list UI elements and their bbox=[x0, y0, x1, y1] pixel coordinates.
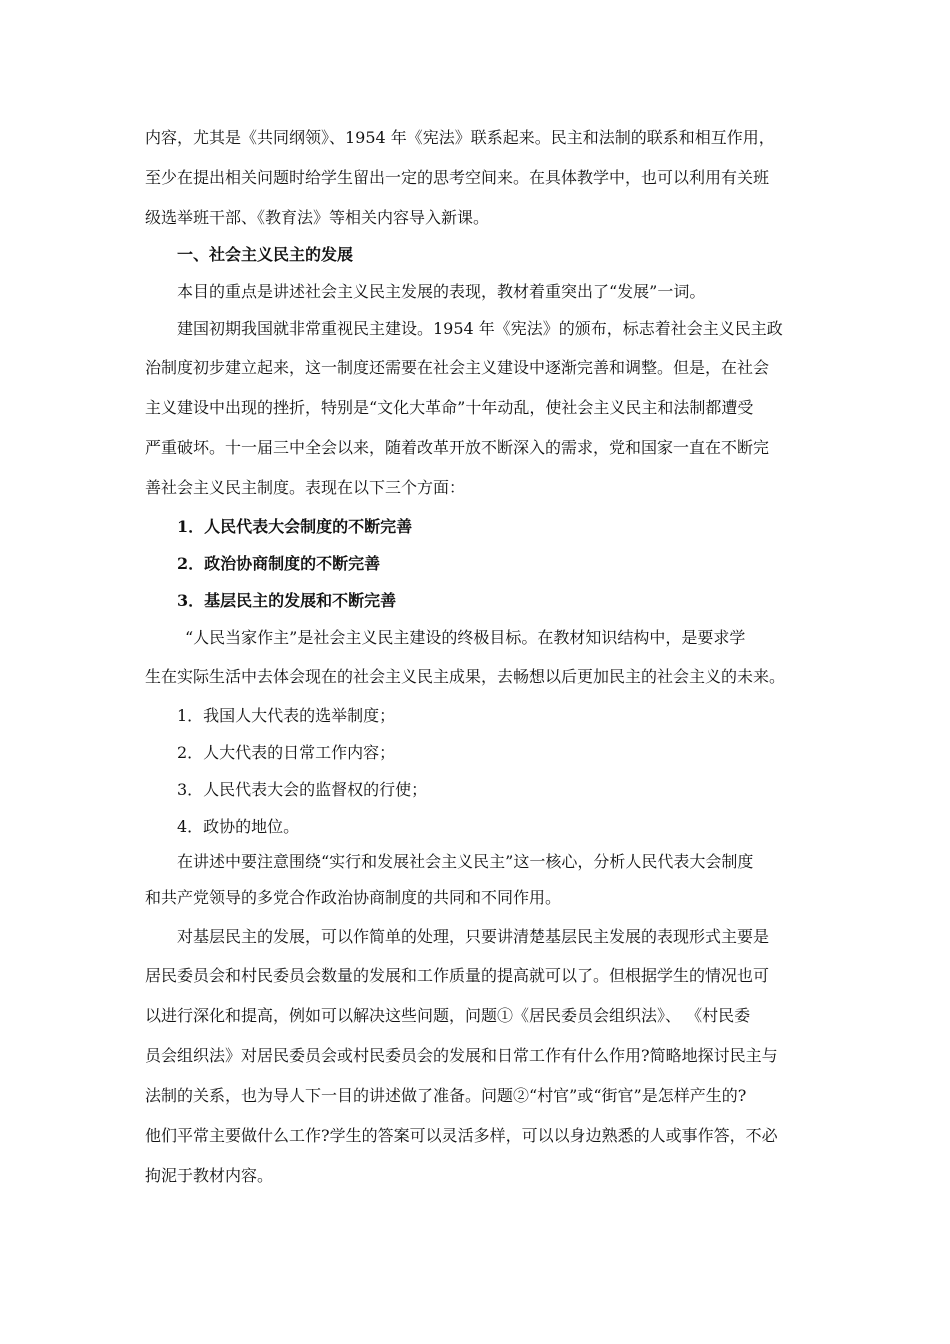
paragraph-line: 在讲述中要注意围绕“实行和发展社会主义民主”这一核心，分析人民代表大会制度 bbox=[177, 852, 754, 871]
paragraph-line: 级选举班干部、《教育法》等相关内容导入新课。 bbox=[145, 208, 490, 227]
paragraph-line: 建国初期我国就非常重视民主建设。1954 年《宪法》的颁布，标志着社会主义民主政 bbox=[177, 319, 783, 338]
paragraph-line: 至少在提出相关问题时给学生留出一定的思考空间来。在具体教学中，也可以利用有关班 bbox=[145, 168, 770, 187]
paragraph-line: 对基层民主的发展，可以作简单的处理，只要讲清楚基层民主发展的表现形式主要是 bbox=[177, 927, 770, 946]
bold-list-item: 3．基层民主的发展和不断完善 bbox=[177, 591, 397, 610]
paragraph-line: 以进行深化和提高，例如可以解决这些问题，问题①《居民委员会组织法》、 《村民委 bbox=[145, 1006, 751, 1025]
paragraph-line: 他们平常主要做什么工作?学生的答案可以灵活多样，可以以身边熟悉的人或事作答，不必 bbox=[145, 1126, 778, 1145]
paragraph-line: “人民当家作主”是社会主义民主建设的终极目标。在教材知识结构中，是要求学 bbox=[185, 628, 746, 647]
list-item: 1．我国人大代表的选举制度； bbox=[177, 706, 396, 725]
bold-list-item: 1．人民代表大会制度的不断完善 bbox=[177, 517, 413, 536]
list-item: 3．人民代表大会的监督权的行使； bbox=[177, 780, 428, 799]
paragraph-line: 内容，尤其是《共同纲领》、1954 年《宪法》联系起来。民主和法制的联系和相互作用， bbox=[145, 128, 775, 147]
paragraph-line: 生在实际生活中去体会现在的社会主义民主成果，去畅想以后更加民主的社会主义的未来。 bbox=[145, 667, 786, 686]
paragraph-line: 和共产党领导的多党合作政治协商制度的共同和不同作用。 bbox=[145, 888, 562, 907]
paragraph-line: 主义建设中出现的挫折，特别是“文化大革命”十年动乱，使社会主义民主和法制都遭受 bbox=[145, 398, 754, 417]
paragraph-line: 法制的关系，也为导人下一目的讲述做了准备。问题②“村官”或“街官”是怎样产生的? bbox=[145, 1086, 747, 1105]
paragraph-line: 严重破坏。十一届三中全会以来，随着改革开放不断深入的需求，党和国家一直在不断完 bbox=[145, 438, 770, 457]
bold-list-item: 2．政治协商制度的不断完善 bbox=[177, 554, 381, 573]
paragraph-line: 员会组织法》对居民委员会或村民委员会的发展和日常工作有什么作用?简略地探讨民主与 bbox=[145, 1046, 778, 1065]
paragraph-line: 本目的重点是讲述社会主义民主发展的表现，教材着重突出了“发展”一词。 bbox=[177, 282, 706, 301]
paragraph-line: 善社会主义民主制度。表现在以下三个方面： bbox=[145, 478, 466, 497]
paragraph-line: 拘泥于教材内容。 bbox=[145, 1166, 274, 1185]
section-heading: 一、社会主义民主的发展 bbox=[177, 245, 354, 264]
paragraph-line: 居民委员会和村民委员会数量的发展和工作质量的提高就可以了。但根据学生的情况也可 bbox=[145, 966, 770, 985]
list-item: 2．人大代表的日常工作内容； bbox=[177, 743, 396, 762]
paragraph-line: 治制度初步建立起来，这一制度还需要在社会主义建设中逐渐完善和调整。但是，在社会 bbox=[145, 358, 770, 377]
list-item: 4．政协的地位。 bbox=[177, 817, 300, 836]
